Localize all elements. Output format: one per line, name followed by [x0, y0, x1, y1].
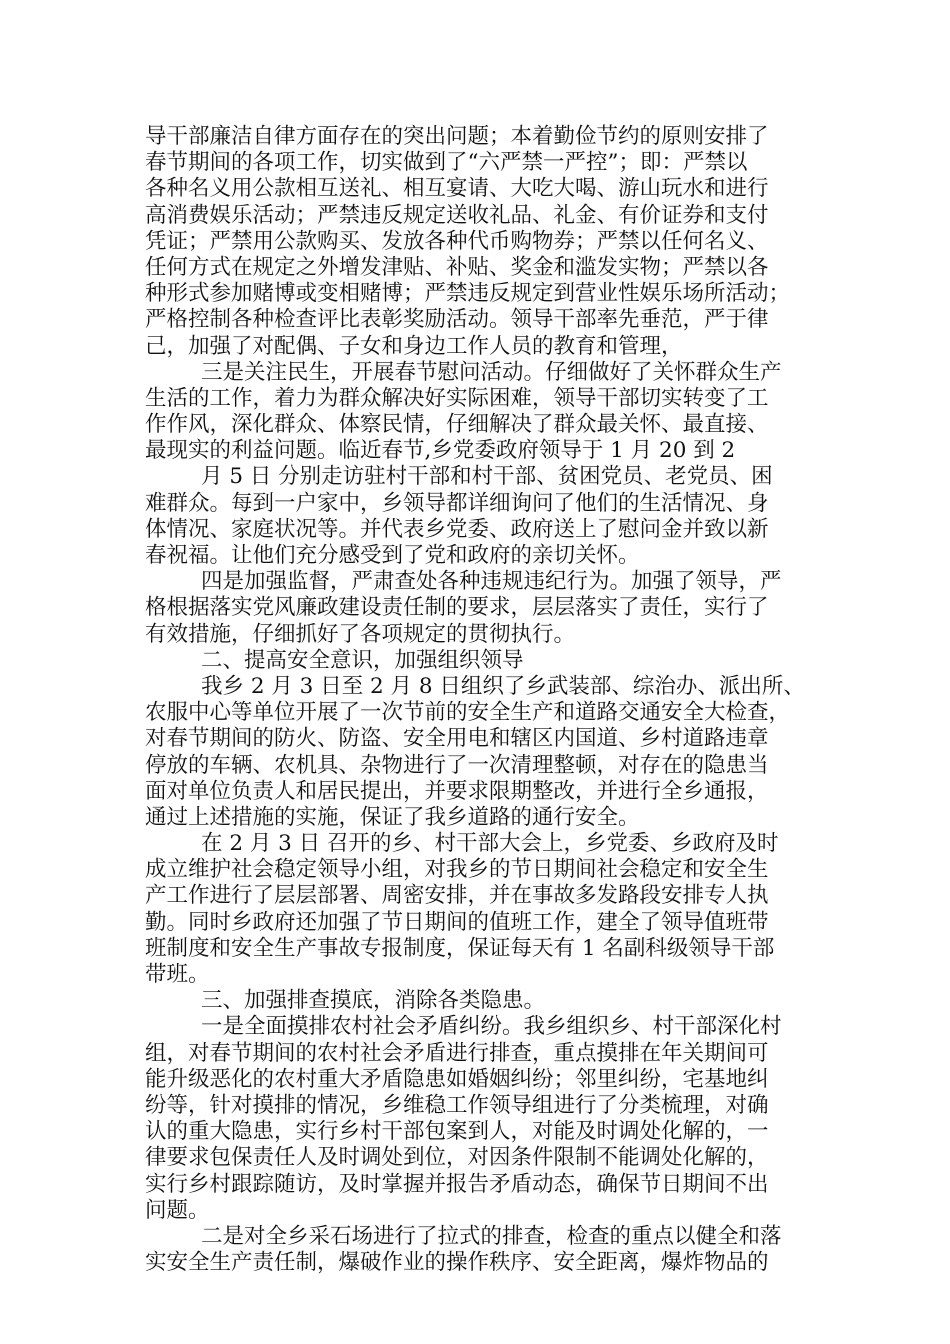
text-line: 有效措施，仔细抓好了各项规定的贯彻执行。 — [145, 621, 576, 647]
paragraph-first-line: 四是加强监督，严肃查处各种违规违纪行为。加强了领导，严 — [201, 569, 782, 595]
text-line: 体情况、家庭状况等。并代表乡党委、政府送上了慰问金并致以新 — [145, 516, 769, 542]
paragraph-first-line: 三是关注民生，开展春节慰问活动。仔细做好了关怀群众生产 — [201, 359, 782, 385]
text-line: 班制度和安全生产事故专报制度，保证每天有 1 名副科级领导干部 — [145, 935, 775, 961]
text-line: 难群众。每到一户家中，乡领导都详细询问了他们的生活情况、身 — [145, 490, 769, 516]
paragraph-first-line: 在 2 月 3 日 召开的乡、村干部大会上，乡党委、乡政府及时 — [201, 831, 779, 857]
text-line: 实行乡村跟踪随访，及时掌握并报告矛盾动态，确保节日期间不出 — [145, 1171, 769, 1197]
document-body-text — [145, 124, 825, 1276]
text-line: 成立维护社会稳定领导小组，对我乡的节日期间社会稳定和安全生 — [145, 857, 769, 883]
text-line: 面对单位负责人和居民提出，并要求限期整改，并进行全乡通报， — [145, 778, 769, 804]
text-line: 己，加强了对配偶、子女和身边工作人员的教育和管理， — [145, 333, 683, 359]
text-line: 生活的工作，着力为群众解决好实际困难，领导干部切实转变了工 — [145, 385, 769, 411]
text-line: 高消费娱乐活动；严禁违反规定送收礼品、礼金、有价证券和支付 — [145, 202, 769, 228]
text-line: 作作风，深化群众、体察民情，仔细解决了群众最关怀、最直接、 — [145, 412, 769, 438]
text-line: 实安全生产责任制，爆破作业的操作秩序、安全距离，爆炸物品的 — [145, 1250, 769, 1276]
text-line: 组，对春节期间的农村社会矛盾进行排查，重点摸排在年关期间可 — [145, 1040, 769, 1066]
text-line: 各种名义用公款相互送礼、相互宴请、大吃大喝、游山玩水和进行 — [145, 176, 769, 202]
text-line: 问题。 — [145, 1197, 210, 1223]
text-line: 认的重大隐患，实行乡村干部包案到人，对能及时调处化解的，一 — [145, 1119, 769, 1145]
text-line: 最现实的利益问题。临近春节,乡党委政府领导于 1 月 20 到 2 — [145, 438, 736, 464]
text-line: 带班。 — [145, 962, 210, 987]
text-line: 停放的车辆、农机具、杂物进行了一次清理整顿，对存在的隐患当 — [145, 752, 769, 778]
paragraph-first-line: 一是全面摸排农村社会矛盾纠纷。我乡组织乡、村干部深化村 — [201, 1014, 782, 1040]
text-line: 导干部廉洁自律方面存在的突出问题；本着勤俭节约的原则安排了 — [145, 124, 769, 149]
text-line: 对春节期间的防火、防盗、安全用电和辖区内国道、乡村道路违章 — [145, 726, 769, 752]
paragraph-first-line: 月 5 日 分别走访驻村干部和村干部、贫困党员、老党员、困 — [201, 464, 773, 490]
text-line: 种形式参加赌博或变相赌博；严禁违反规定到营业性娱乐场所活动； — [145, 281, 791, 307]
text-line: 勤。同时乡政府还加强了节日期间的值班工作，建全了领导值班带 — [145, 909, 769, 935]
text-line: 纷等，针对摸排的情况，乡维稳工作领导组进行了分类梳理，对确 — [145, 1092, 769, 1118]
paragraph-first-line: 二是对全乡采石场进行了拉式的排查，检查的重点以健全和落 — [201, 1223, 782, 1249]
text-line: 律要求包保责任人及时调处到位，对因条件限制不能调处化解的， — [145, 1145, 769, 1171]
text-line: 任何方式在规定之外增发津贴、补贴、奖金和滥发实物；严禁以各 — [145, 254, 769, 280]
paragraph-first-line: 我乡 2 月 3 日至 2 月 8 日组织了乡武装部、综治办、派出所、 — [201, 673, 805, 699]
text-line: 产工作进行了层层部署、周密安排，并在事故多发路段安排专人执 — [145, 883, 769, 909]
text-line: 凭证；严禁用公款购买、发放各种代币购物券；严禁以任何名义、 — [145, 228, 769, 254]
paragraph-first-line: 二、提高安全意识，加强组织领导 — [201, 647, 524, 673]
paragraph-first-line: 三、加强排查摸底，消除各类隐患。 — [201, 988, 546, 1014]
text-line: 能升级恶化的农村重大矛盾隐患如婚姻纠纷；邻里纠纷，宅基地纠 — [145, 1066, 769, 1092]
text-line: 格根据落实党风廉政建设责任制的要求，层层落实了责任，实行了 — [145, 595, 769, 621]
text-line: 严格控制各种检查评比表彰奖励活动。领导干部率先垂范，严于律 — [145, 307, 769, 333]
text-line: 春祝福。让他们充分感受到了党和政府的亲切关怀。 — [145, 543, 640, 568]
text-line: 春节期间的各项工作，切实做到了“六严禁一严控”；即：严禁以 — [145, 150, 748, 176]
text-line: 农服中心等单位开展了一次节前的安全生产和道路交通安全大检查， — [145, 700, 791, 726]
text-line: 通过上述措施的实施，保证了我乡道路的通行安全。 — [145, 804, 640, 830]
